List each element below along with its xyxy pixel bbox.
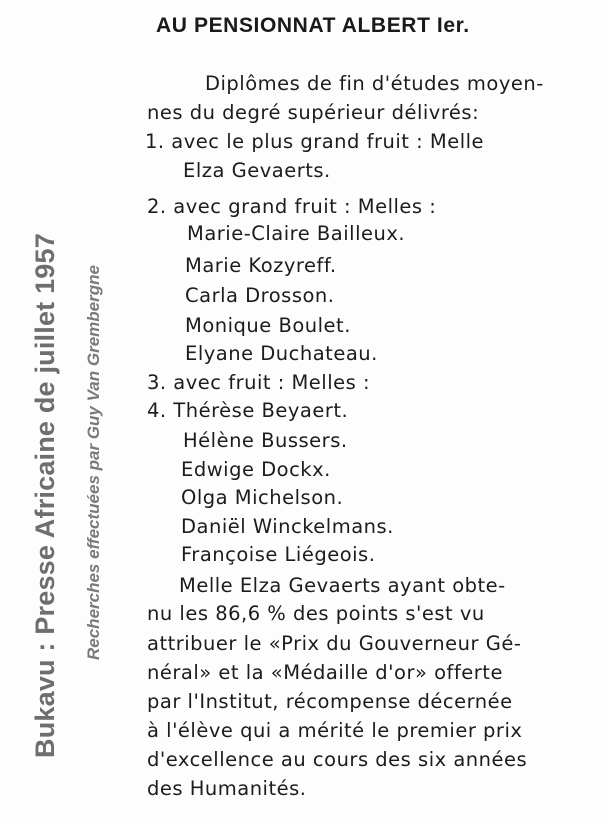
article-line: nes du degré supérieur délivrés: (147, 101, 480, 124)
article-line: Edwige Dockx. (181, 458, 331, 481)
article-line: Françoise Liégeois. (181, 543, 376, 566)
article-line: nu les 86,6 % des points s'est vu (147, 602, 485, 625)
article-line: attribuer le «Prix du Gouverneur Gé- (147, 632, 522, 655)
article-line: Marie Kozyreff. (185, 254, 337, 277)
article-line: néral» et la «Médaille d'or» offerte (147, 661, 503, 684)
article-line: des Humanités. (147, 777, 307, 800)
article-headline: AU PENSIONNAT ALBERT Ier. (156, 14, 470, 37)
article-line: Elza Gevaerts. (183, 159, 331, 182)
article-line: 3. avec fruit : Melles : (147, 371, 371, 394)
article-line: Diplômes de fin d'études moyen- (205, 72, 544, 95)
article-line: 4. Thérèse Beyaert. (147, 399, 349, 422)
side-caption-credit: Recherches effectuées par Guy Van Grembergne (84, 265, 103, 660)
side-caption-source: Bukavu : Presse Africaine de juillet 1957 (30, 233, 60, 758)
article-line: 2. avec grand fruit : Melles : (147, 195, 437, 218)
article-line: 1. avec le plus grand fruit : Melle (145, 130, 485, 153)
article-line: Monique Boulet. (185, 314, 351, 337)
article-line: d'excellence au cours des six années (147, 748, 528, 771)
article-line: Carla Drosson. (185, 284, 335, 307)
article-line: Olga Michelson. (181, 486, 344, 509)
article-line: Melle Elza Gevaerts ayant obte- (179, 574, 506, 597)
article-line: Daniël Winckelmans. (181, 515, 394, 538)
article-line: Marie-Claire Bailleux. (187, 222, 406, 245)
article-line: à l'élève qui a mérité le premier prix (147, 719, 523, 742)
article-line: Hélène Bussers. (183, 429, 348, 452)
article-line: par l'Institut, récompense décernée (147, 690, 513, 713)
article-line: Elyane Duchateau. (185, 342, 378, 365)
